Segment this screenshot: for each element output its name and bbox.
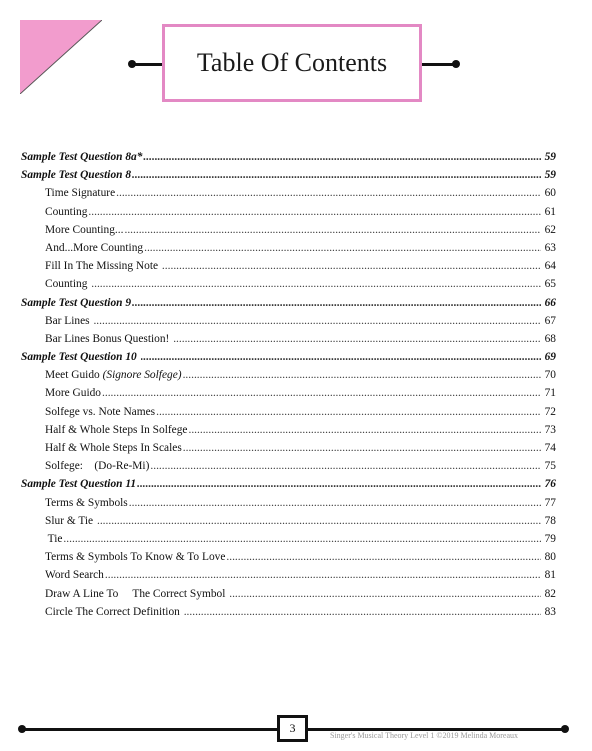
- toc-label: [45, 403, 155, 421]
- dot-leader: [226, 548, 541, 566]
- title-box: [162, 24, 422, 102]
- toc-label: [45, 603, 183, 621]
- toc-page-number: 70: [544, 369, 556, 382]
- toc-section-row[interactable]: [21, 294, 556, 312]
- toc-page-number: 62: [544, 223, 556, 236]
- toc-page-number: 78: [544, 514, 556, 527]
- toc-page-number: 67: [544, 314, 556, 327]
- dot-leader: [124, 221, 541, 239]
- toc-label: [45, 439, 182, 457]
- dot-leader: [183, 366, 541, 384]
- toc-label-text: Fill In The Missing Note: [45, 260, 161, 273]
- toc-label: [45, 239, 143, 257]
- toc-label: [21, 475, 136, 493]
- dot-leader: [156, 403, 541, 421]
- toc-label: [45, 512, 96, 530]
- toc-page-number: 71: [544, 387, 556, 400]
- toc-label-text: More Guido: [45, 387, 101, 400]
- dot-leader: [144, 239, 541, 257]
- toc-entry-row[interactable]: [21, 403, 556, 421]
- toc-label: [45, 457, 149, 475]
- toc-entry-row[interactable]: [21, 239, 556, 257]
- toc-entry-row[interactable]: [21, 366, 556, 384]
- toc-page-number: 69: [544, 351, 556, 364]
- toc-section-row[interactable]: [21, 475, 556, 493]
- dot-leader: [102, 384, 541, 402]
- toc-label: [45, 275, 90, 293]
- toc-label-text: Bar Lines: [45, 314, 93, 327]
- toc-entry-row[interactable]: [21, 512, 556, 530]
- page-number-box: [277, 715, 308, 742]
- toc-label: [21, 294, 131, 312]
- footer-rule-right-dot: [561, 725, 569, 733]
- toc-page-number: 82: [544, 587, 556, 600]
- toc-page-number: 68: [544, 332, 556, 345]
- toc-entry-row[interactable]: [21, 457, 556, 475]
- dot-leader: [88, 203, 541, 221]
- dot-leader: [105, 566, 541, 584]
- dot-leader: [63, 530, 541, 548]
- toc-label-text: Counting: [45, 278, 91, 291]
- toc-page-number: 74: [544, 442, 556, 454]
- toc-page-number: 59: [544, 169, 556, 182]
- page-title: Table Of Contents: [196, 48, 388, 77]
- toc-label-text: Half & Whole Steps In Scales: [45, 442, 182, 454]
- toc-label: [45, 548, 225, 566]
- dot-leader: [229, 585, 541, 603]
- toc-label-text: Sample Test Question 8: [21, 169, 132, 182]
- toc-label: [21, 148, 142, 166]
- dot-leader: [188, 421, 541, 439]
- toc-label-text: Half & Whole Steps In Solfege: [45, 423, 188, 436]
- toc-entry-row[interactable]: [21, 257, 556, 275]
- dot-leader: [143, 148, 541, 166]
- toc-entry-row[interactable]: [21, 566, 556, 584]
- toc-entry-row[interactable]: [21, 275, 556, 293]
- toc-label-text: Draw A Line To The Correct Symbol: [45, 587, 229, 600]
- toc-page-number: 65: [544, 278, 556, 291]
- toc-entry-row[interactable]: [21, 184, 556, 202]
- toc-page-number: 66: [544, 296, 556, 309]
- toc-entry-row[interactable]: [21, 585, 556, 603]
- title-rule-left: [132, 63, 162, 66]
- toc-page-number: 79: [544, 532, 556, 545]
- pink-corner-triangle: [20, 20, 102, 94]
- dot-leader: [137, 475, 541, 493]
- toc-label-text: Meet Guido: [45, 369, 103, 382]
- table-of-contents: [21, 148, 556, 621]
- toc-entry-row[interactable]: [21, 330, 556, 348]
- toc-entry-row[interactable]: [21, 221, 556, 239]
- dot-leader: [97, 512, 541, 530]
- toc-label-text: Terms & Symbols: [45, 496, 128, 509]
- dot-leader: [150, 457, 541, 475]
- toc-page-number: 77: [544, 496, 556, 509]
- toc-label-text: Time Signature: [45, 187, 116, 200]
- toc-entry-row[interactable]: [21, 384, 556, 402]
- dot-leader: [141, 348, 541, 366]
- toc-label-text: More Counting...: [45, 223, 124, 236]
- toc-label-text: Solfege: (Do-Re-Mi): [45, 460, 150, 473]
- toc-label-text: Sample Test Question 8a*: [21, 151, 143, 163]
- toc-entry-row[interactable]: [21, 603, 556, 621]
- toc-page-number: 61: [544, 205, 556, 218]
- toc-label: [45, 330, 172, 348]
- toc-label: [45, 221, 123, 239]
- toc-entry-row[interactable]: [21, 494, 556, 512]
- toc-label-text: Solfege vs. Note Names: [45, 405, 156, 418]
- toc-entry-row[interactable]: [21, 421, 556, 439]
- toc-label-text: Terms & Symbols To Know & To Love: [45, 551, 226, 564]
- toc-page-number: 60: [544, 187, 556, 200]
- dot-leader: [183, 439, 541, 457]
- toc-page-number: 81: [544, 569, 556, 582]
- copyright-text: Singer's Musical Theory Level 1 ©2019 Melinda Moreaux: [330, 731, 518, 740]
- dot-leader: [132, 166, 541, 184]
- dot-leader: [184, 603, 541, 621]
- toc-label: [45, 566, 104, 584]
- toc-label: [45, 312, 92, 330]
- toc-label: [45, 494, 128, 512]
- toc-page-number: 80: [544, 551, 556, 564]
- dot-leader: [116, 184, 541, 202]
- toc-page-number: 59: [544, 151, 556, 163]
- toc-page-number: 73: [544, 423, 556, 436]
- toc-entry-row[interactable]: [21, 530, 556, 548]
- toc-page-number: 76: [544, 478, 556, 491]
- dot-leader: [162, 257, 541, 275]
- toc-label: [45, 585, 228, 603]
- toc-page-number: 63: [544, 241, 556, 254]
- toc-label: [45, 203, 87, 221]
- toc-page-number: 75: [544, 460, 556, 473]
- dot-leader: [173, 330, 541, 348]
- toc-label: [21, 166, 131, 184]
- toc-label-italic: (Signore Solfege): [102, 369, 182, 382]
- toc-entry-row[interactable]: [21, 312, 556, 330]
- title-rule-right: [422, 63, 456, 66]
- toc-label-text: Word Search: [45, 569, 104, 582]
- toc-label: [45, 257, 161, 275]
- dot-leader: [132, 294, 541, 312]
- toc-label-text: Tie: [45, 532, 63, 545]
- title-rule-right-dot: [452, 60, 460, 68]
- toc-page-number: 64: [544, 260, 556, 273]
- dot-leader: [91, 275, 541, 293]
- toc-entry-row[interactable]: [21, 203, 556, 221]
- toc-page-number: 72: [544, 405, 556, 418]
- toc-label-text: Slur & Tie: [45, 514, 96, 527]
- toc-entry-row[interactable]: [21, 439, 556, 457]
- dot-leader: [93, 312, 541, 330]
- toc-page-number: 83: [544, 605, 556, 618]
- toc-section-row[interactable]: [21, 166, 556, 184]
- toc-label: [45, 384, 101, 402]
- toc-section-row[interactable]: [21, 348, 556, 366]
- toc-label-text: Circle The Correct Definition: [45, 605, 183, 618]
- toc-label-text: Sample Test Question 9: [21, 296, 132, 309]
- toc-label: [45, 530, 62, 548]
- toc-label: [45, 366, 182, 384]
- toc-section-row[interactable]: [21, 148, 556, 166]
- footer-rule-left: [22, 728, 278, 731]
- toc-label: [45, 421, 187, 439]
- page-number: 3: [289, 721, 296, 735]
- toc-label: [45, 184, 115, 202]
- toc-label: [21, 348, 140, 366]
- toc-label-text: Bar Lines Bonus Question!: [45, 332, 173, 345]
- dot-leader: [129, 494, 541, 512]
- toc-label-text: Sample Test Question 10: [21, 351, 140, 364]
- toc-entry-row[interactable]: [21, 548, 556, 566]
- toc-label-text: And...More Counting: [45, 241, 144, 254]
- toc-label-text: Counting: [45, 205, 88, 218]
- toc-label-text: Sample Test Question 11: [21, 478, 137, 491]
